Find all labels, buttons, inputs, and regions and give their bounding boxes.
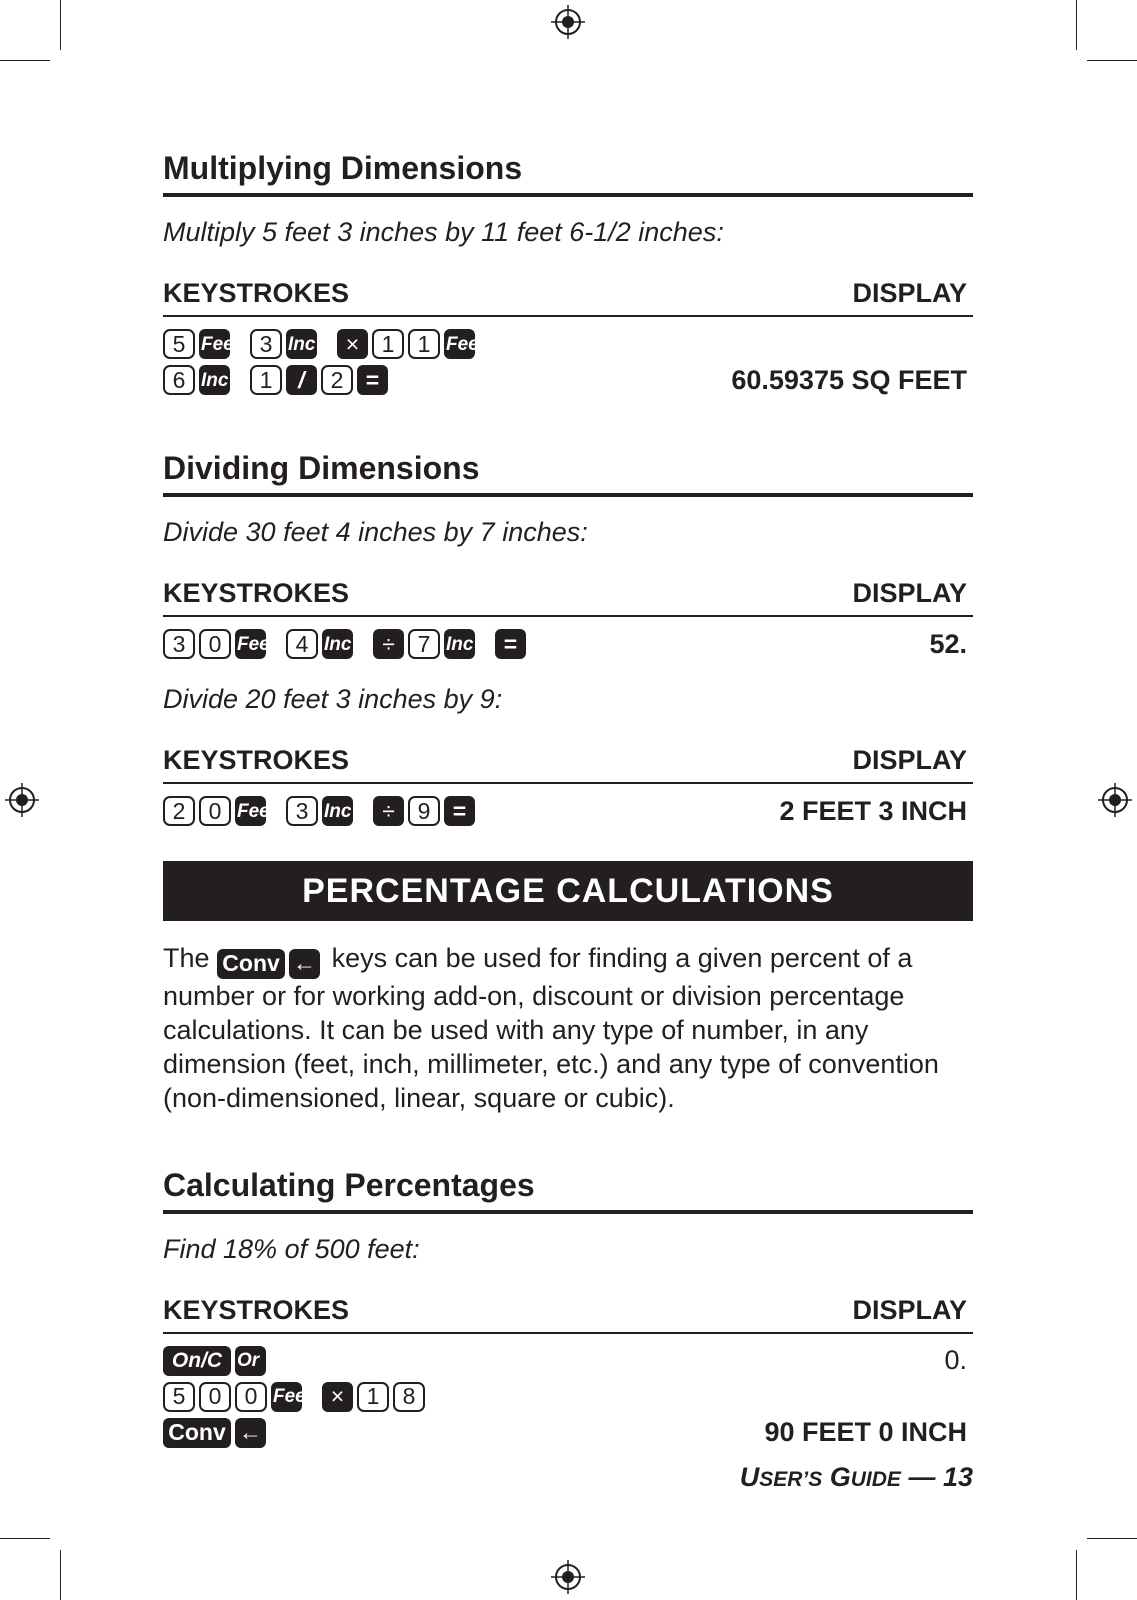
key-feet: Fee <box>444 329 475 359</box>
example-text: Multiply 5 feet 3 inches by 11 feet 6-1/2 inches: <box>163 217 724 247</box>
key-inch: Inc <box>444 629 475 659</box>
section-title-dividing: Dividing Dimensions <box>163 450 973 497</box>
crop-mark <box>1076 0 1077 50</box>
key-0: 0 <box>199 796 231 826</box>
section-title-calculating: Calculating Percentages <box>163 1167 973 1214</box>
key-4: 4 <box>286 629 318 659</box>
key-percent-arrow: ← <box>289 949 320 979</box>
key-8: 8 <box>393 1382 425 1412</box>
display-label: DISPLAY <box>852 745 967 775</box>
crop-mark <box>1087 60 1137 61</box>
crop-mark <box>1087 1538 1137 1539</box>
keystroke-row <box>163 362 973 398</box>
keystroke-steps <box>163 326 973 398</box>
key-equals: = <box>357 365 388 395</box>
key-conv: Conv <box>217 949 285 979</box>
key-inch: Inc <box>199 365 230 395</box>
key-9: 9 <box>408 796 440 826</box>
keystroke-steps <box>163 793 973 829</box>
display-result: 2 FEET 3 INCH <box>779 795 967 826</box>
key-6: 6 <box>163 365 195 395</box>
column-header <box>163 578 973 617</box>
intro-text: The <box>163 943 210 973</box>
column-header <box>163 1295 973 1334</box>
key-times: × <box>322 1382 353 1412</box>
display-result: 52. <box>929 628 967 659</box>
key-on-clear: On/C <box>163 1346 231 1376</box>
registration-mark-icon <box>551 5 585 39</box>
key-3: 3 <box>286 796 318 826</box>
display-label: DISPLAY <box>852 278 967 308</box>
crop-mark <box>0 1538 50 1539</box>
registration-mark-icon <box>551 1560 585 1594</box>
keystroke-row <box>163 326 973 362</box>
footer-text: SER <box>759 1468 803 1491</box>
display-result: 90 FEET 0 INCH <box>764 1417 967 1447</box>
key-fraction: / <box>286 365 317 395</box>
crop-mark <box>1076 1550 1077 1600</box>
intro-text: keys can be used for finding a given percent of a <box>331 943 913 973</box>
key-2: 2 <box>163 796 195 826</box>
keystrokes-label: KEYSTROKES <box>163 278 350 308</box>
intro-paragraph <box>163 941 973 1115</box>
example-text: Divide 30 feet 4 inches by 7 inches: <box>163 517 588 547</box>
key-1: 1 <box>250 365 282 395</box>
key-feet: Fee <box>235 796 266 826</box>
display-label: DISPLAY <box>852 578 967 608</box>
key-divide: ÷ <box>373 629 404 659</box>
keystroke-steps <box>163 626 973 662</box>
footer-text: ’S <box>802 1468 823 1491</box>
key-times: × <box>337 329 368 359</box>
example-text: Find 18% of 500 feet: <box>163 1233 420 1264</box>
display-result: 60.59375 SQ FEET <box>731 364 967 395</box>
key-inch: Inc <box>322 629 353 659</box>
key-3: 3 <box>250 329 282 359</box>
section-title-multiplying: Multiplying Dimensions <box>163 150 973 197</box>
key-0: 0 <box>199 629 231 659</box>
key-conv: Conv <box>163 1418 231 1448</box>
key-1: 1 <box>408 329 440 359</box>
keystrokes-label: KEYSTROKES <box>163 745 350 775</box>
key-3: 3 <box>163 629 195 659</box>
keystroke-row <box>163 1415 973 1451</box>
column-header <box>163 278 973 317</box>
key-feet: Fee <box>271 1382 302 1412</box>
key-0: 0 <box>199 1382 231 1412</box>
crop-mark <box>60 0 61 50</box>
crop-mark <box>60 1550 61 1600</box>
registration-mark-icon <box>5 783 39 817</box>
key-equals: = <box>495 629 526 659</box>
key-percent-arrow: ← <box>235 1418 266 1448</box>
key-equals: = <box>444 796 475 826</box>
keystroke-steps <box>163 1343 973 1451</box>
keystroke-row <box>163 1343 973 1379</box>
page-footer <box>740 1462 973 1493</box>
section-banner-percentage: PERCENTAGE CALCULATIONS <box>163 861 973 921</box>
keystroke-row <box>163 1379 973 1415</box>
key-5: 5 <box>163 1382 195 1412</box>
column-header <box>163 745 973 784</box>
example-text: Divide 20 feet 3 inches by 9: <box>163 684 503 714</box>
key-7: 7 <box>408 629 440 659</box>
page-number: — 13 <box>900 1462 973 1492</box>
key-0: 0 <box>235 1382 267 1412</box>
key-feet: Fee <box>235 629 266 659</box>
key-5: 5 <box>163 329 195 359</box>
key-inch: Inc <box>286 329 317 359</box>
key-inch: Inc <box>322 796 353 826</box>
display-label: DISPLAY <box>852 1294 967 1325</box>
intro-text: number or for working add-on, discount or division percentage calculations. It can be used with any type of number, in any dimension (feet, inch, millimeter, etc.) and any type of convention (non-dimensioned, linear, square or cubic). <box>163 980 939 1113</box>
key-2: 2 <box>321 365 353 395</box>
key-1: 1 <box>357 1382 389 1412</box>
keystrokes-label: KEYSTROKES <box>163 1294 350 1325</box>
display-result: 0. <box>944 1345 967 1375</box>
registration-mark-icon <box>1098 783 1132 817</box>
key-divide: ÷ <box>373 796 404 826</box>
key-1: 1 <box>372 329 404 359</box>
footer-text: UIDE <box>850 1468 901 1491</box>
key-on-clear: Or <box>235 1346 266 1376</box>
page-content <box>163 150 973 1451</box>
crop-mark <box>0 60 50 61</box>
footer-text: G <box>829 1462 851 1492</box>
key-feet: Fee <box>199 329 230 359</box>
footer-text: U <box>739 1462 760 1492</box>
keystroke-row <box>163 626 973 662</box>
keystrokes-label: KEYSTROKES <box>163 578 350 608</box>
keystroke-row <box>163 793 973 829</box>
